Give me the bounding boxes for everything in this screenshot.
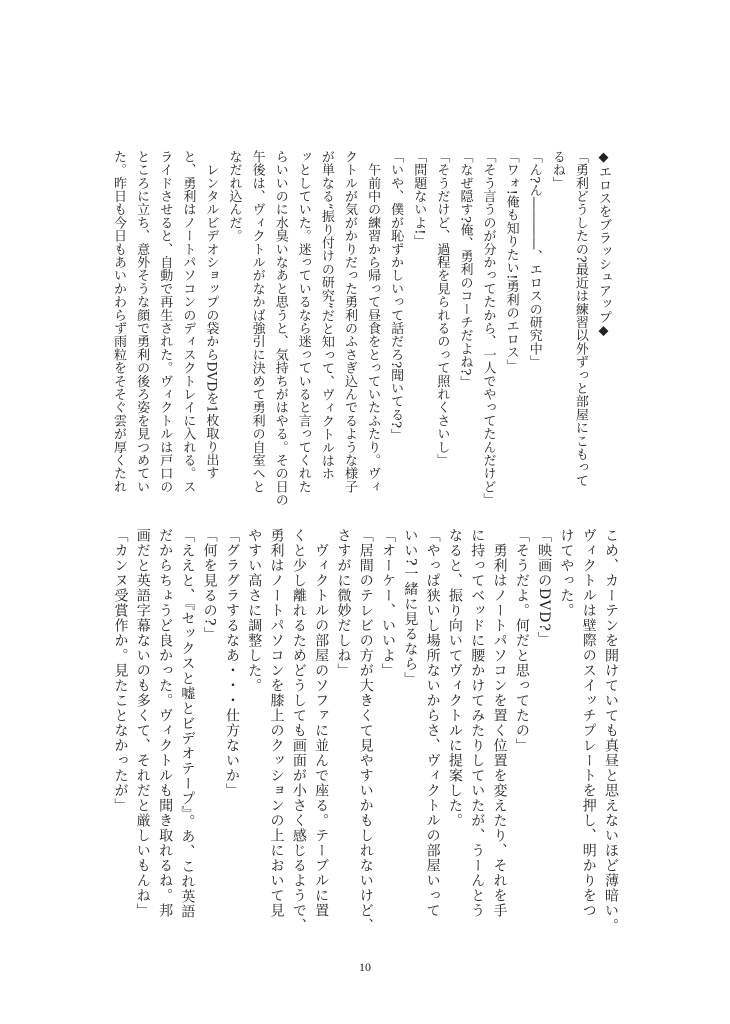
section-heading: ◆エロスをブラッシュアップ◆ — [596, 150, 611, 339]
upper-text-block — [107, 150, 615, 507]
text-column: ッとしていた。迷っているなら迷っていると言ってくれた — [295, 150, 311, 494]
text-column: ヴィクトルは壁際のスイッチプレートを押し、明かりをつ — [580, 528, 597, 918]
text-column: やすい高さに調整した。 — [246, 528, 263, 693]
text-column: 勇利はノートパソコンを置く位置を変えたり、それを手 — [491, 528, 508, 918]
text-column: 勇利はノートパソコンを膝上のクッションの上において見 — [268, 528, 285, 918]
text-column: いい?一緒に見るなら」 — [402, 528, 419, 687]
text-column: 画だと英語字幕ないのも多くて、それだと厳しいもんね」 — [134, 528, 151, 918]
text-column: ヴィクトルの部屋のソファに並んで座る。テーブルに置 — [313, 528, 330, 918]
text-column: 午前中の練習から帰って昼食をとっていたふたり。ヴィ — [365, 150, 381, 494]
text-column: 「問題ないよ!」 — [411, 150, 427, 248]
text-column: 「やっぱ狭いし場所ないからさ、ヴィクトルの部屋いって — [424, 528, 441, 918]
text-column: 「いや、僕が恥ずかしいって話だろ?聞いてる?」 — [388, 150, 404, 442]
text-column: 午後は、ヴィクトルがなかば強引に決めて勇利の自室へと — [249, 150, 265, 494]
text-column: と、勇利はノートパソコンのディスクトレイに入れる。ス — [180, 150, 196, 494]
text-column: 「映画のDVD?」 — [536, 528, 553, 647]
text-column: 「そうだよ。何だと思ってたの」 — [513, 528, 530, 753]
text-column: 「グラグラするなあ・・・仕方ないか」 — [223, 528, 240, 798]
text-column: 「ん?ん――――、エロスの研究中」 — [526, 150, 542, 369]
text-column: だからちょうど良かった。ヴィクトルも聞き取れるね。邦 — [157, 528, 174, 918]
text-column: さすがに微妙だしね」 — [335, 528, 352, 678]
text-column: けてやった。 — [558, 528, 575, 618]
text-column: 「オーケー、いいよ」 — [380, 528, 397, 678]
text-column: に持ってベッドに腰かけてみたりしていたが、うーんとう — [469, 528, 486, 918]
text-column: 「ワォ!俺も知りたい!勇利のエロス」 — [503, 150, 519, 373]
page-number: 10 — [359, 960, 371, 974]
text-column: クトルが気がかりだった勇利のふさぎ込んでるような様子 — [341, 150, 357, 494]
text-column: 「居間のテレビの方が大きくて見やすいかもしれないけど、 — [357, 528, 374, 933]
text-column: ライドさせると、自動で再生された。ヴィクトルは戸口の — [157, 150, 173, 494]
text-column: 「そう言うのが分かってたから、一人でやってたんだけど」 — [480, 150, 496, 507]
text-column: らいいのに水臭いなあと思うと、気持ちがはやる。その日の — [272, 150, 288, 507]
text-column: 「何を見るの?」 — [201, 528, 218, 642]
text-column: くと少し離れるためどうしても画面が小さく感じるようで、 — [290, 528, 307, 933]
text-column: 「ええと、『セックスと嘘とビデオテープ』。あ、これ英語 — [179, 528, 196, 919]
text-column: るね」 — [549, 150, 565, 190]
text-column: 「カンヌ受賞作か。見たことなかったが」 — [112, 528, 129, 813]
text-column: なだれ込んだ。 — [226, 150, 242, 243]
text-column: ところに立ち、意外そうな顔で勇利の後ろ姿を見つめてい — [134, 150, 150, 494]
text-column: なると、振り向いてヴィクトルに提案した。 — [446, 528, 463, 828]
text-column: 「勇利どうしたの?最近は練習以外ずっと部屋にこもって — [572, 150, 588, 488]
lower-text-block — [109, 528, 622, 933]
text-column: 「なぜ隠す?俺、勇利のコーチだよね?」 — [457, 150, 473, 389]
text-column: た。昨日も今日もあいかわらず雨粒をそそぐ雲が厚くたれ — [111, 150, 127, 494]
text-column: が単なる“振り付けの研究”だと知って、ヴィクトルはホ — [318, 150, 334, 481]
text-column: 「そうだけど、過程を見られるのって照れくさいし」 — [434, 150, 450, 467]
text-column: レンタルビデオショップの袋からDVDを1枚取り出す — [203, 150, 219, 480]
text-column: こめ、カーテンを開けていても真昼と思えないほど薄暗い。 — [603, 528, 619, 933]
